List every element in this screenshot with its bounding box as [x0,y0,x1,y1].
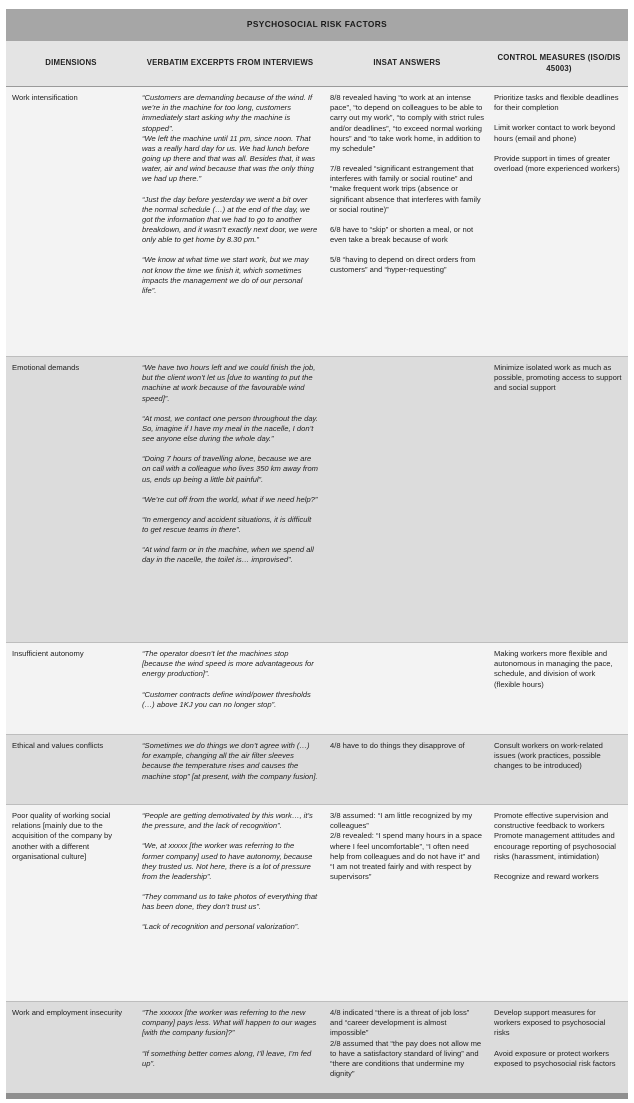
verbatim-quote: “We know at what time we start work, but we may not know the time we finish it, which sometimes impacts the management we do of our personal life”. [142,255,309,295]
verbatim-quote: “Lack of recognition and personal valorization”. [142,922,300,932]
verbatim-quote: “The xxxxxx [the worker was referring to the new company] pays less. What will happen to our wages [with the company fusion]?” [142,1008,317,1038]
verbatim-quote: “At wind farm or in the machine, when we spend all day in the nacelle, the toilet is… improvised”. [142,545,314,565]
insat-answer: 5/8 “having to depend on direct orders from customers” and “hyper-requesting” [330,255,476,275]
insat-answer: 3/8 assumed: “I am little recognized by my colleagues” 2/8 revealed: “I spend many hours in a space where I feel uncomfortable”, “I often need help from colleagues and do not have it” and “I am not treated fairly and with respect by supervisors” [330,811,482,882]
table-row [6,357,628,643]
insat-answer: 4/8 have to do things they disapprove of [330,741,465,750]
header-insat-answers: INSAT ANSWERS [373,58,441,68]
verbatim-quote: “Customers are demanding because of the wind. If we’re in the machine for too long, customers immediately start asking why the machine is stopped”. “We left the machine until 11 pm, since noon. That was a really hard day for us. We had lunch before going up there and that was all. Besides that, it was water, air and wind because that was the only thing we had up there.” [142,93,316,184]
verbatim-quote: “The operator doesn’t let the machines stop [because the wind speed is more advantageous for energy production]”. [142,649,314,679]
verbatim-quote: “We’re cut off from the world, what if we need help?” [142,494,318,504]
dimension-cell: Work and employment insecurity [12,1008,123,1017]
verbatim-quote: “Just the day before yesterday we went a bit over the normal schedule (…) at the end of the day, we got the information that we had to go to another breakdown, and it wasn’t exactly next door, we were only able to get home by 8.30 pm.” [142,194,318,245]
control-measure: Minimize isolated work as much as possible, promoting access to support and social support [494,363,622,393]
table-row [6,1002,628,1093]
verbatim-quote: “If something better comes along, I’ll leave, I’m fed up”. [142,1048,312,1068]
verbatim-quote: “In emergency and accident situations, it is difficult to get rescue teams in there”. [142,514,312,535]
table-row [6,805,628,1002]
verbatim-quote: “People are getting demotivated by this work…, it’s the pressure, and the lack of recognition”. [142,811,313,831]
verbatim-quote: “At most, we contact one person throughout the day. So, imagine if I have my meal in the nacelle, I don’t see anyone else during the whole day.” [142,413,318,444]
verbatim-quote: “Sometimes we do things we don’t agree with (…) for example, changing all the air filter sleeves because the temperature rises and causes the machine stop” [at present, with the company fusion]. [142,741,318,781]
control-measure: Prioritize tasks and flexible deadlines for their completion [494,93,619,113]
control-measure: Consult workers on work-related issues (work practices, possible changes to be introduced) [494,741,603,771]
dimension-cell: Emotional demands [12,363,80,372]
verbatim-quote: “They command us to take photos of everything that has been done, they don’t trust us”. [142,892,318,912]
control-measure: Avoid exposure or protect workers exposed to psychosocial risk factors [494,1048,616,1068]
table-title: PSYCHOSOCIAL RISK FACTORS [6,9,628,41]
insat-answer: 6/8 have to “skip” or shorten a meal, or not even take a break because of work [330,224,474,245]
dimension-cell: Insufficient autonomy [12,649,84,658]
insat-answer: 4/8 indicated “there is a threat of job loss” and “career development is almost impossible” 2/8 assumed that “the pay does not allow me to have a satisfactory standard of living” and “there are conditions that undermine my dignity” [330,1008,482,1079]
control-measure: Develop support measures for workers exposed to psychosocial risks [494,1008,606,1038]
control-measure: Provide support in times of greater overload (more experienced workers) [494,153,620,173]
insat-answer: 7/8 revealed “significant estrangement that interferes with family or social routine” and “make frequent work trips (absence or significant absence that interferes with family or social routine)” [330,164,481,214]
control-measure: Making workers more flexible and autonomous in managing the pace, schedule, and division of work (flexible hours) [494,649,613,689]
table-row [6,87,628,357]
header-dimensions: DIMENSIONS [45,58,97,68]
control-measure: Promote effective supervision and constructive feedback to workers Promote management attitudes and encourage reporting of psychosocial risks (harassment, intimidation) [494,811,616,861]
table-row [6,643,628,735]
insat-answer: 8/8 revealed having “to work at an intense pace”, “to depend on colleagues to be able to carry out my work”, “to comply with strict rules and/or deadlines”, “to exceed normal working hours” and “to take work home, in addition to my schedule” [330,93,485,153]
verbatim-quote: “Doing 7 hours of travelling alone, because we are on call with a colleague who lives 350 km away from us, ends up being a little bit painful”. [142,454,319,484]
dimension-cell: Poor quality of working social relations [mainly due to the acquisition of the company by another with a different organisational culture] [12,811,113,861]
dimension-cell: Ethical and values conflicts [12,741,104,750]
table-header [6,41,628,87]
verbatim-quote: “Customer contracts define wind/power thresholds (…) above 1KJ you can no longer stop”. [142,689,311,709]
table-bottom-border [6,1093,628,1099]
header-control-measures: CONTROL MEASURES (ISO/DIS 45003) [497,53,621,73]
verbatim-quote: “We, at xxxxx [the worker was referring to the former company] used to have autonomy, because they trusted us. Not here, there is a lot of pressure from the leadership”. [142,841,313,881]
control-measure: Recognize and reward workers [494,871,599,881]
dimension-cell: Work intensification [12,93,78,102]
header-verbatim-excerpts: VERBATIM EXCERPTS FROM INTERVIEWS [146,58,314,68]
psychosocial-risk-table [6,9,628,1099]
verbatim-quote: “We have two hours left and we could finish the job, but the client won’t let us [due to wanting to put the machine at work because of the favourable wind speed]”. [142,363,316,403]
table-row [6,735,628,805]
control-measure: Limit worker contact to work beyond hours (email and phone) [494,123,616,143]
